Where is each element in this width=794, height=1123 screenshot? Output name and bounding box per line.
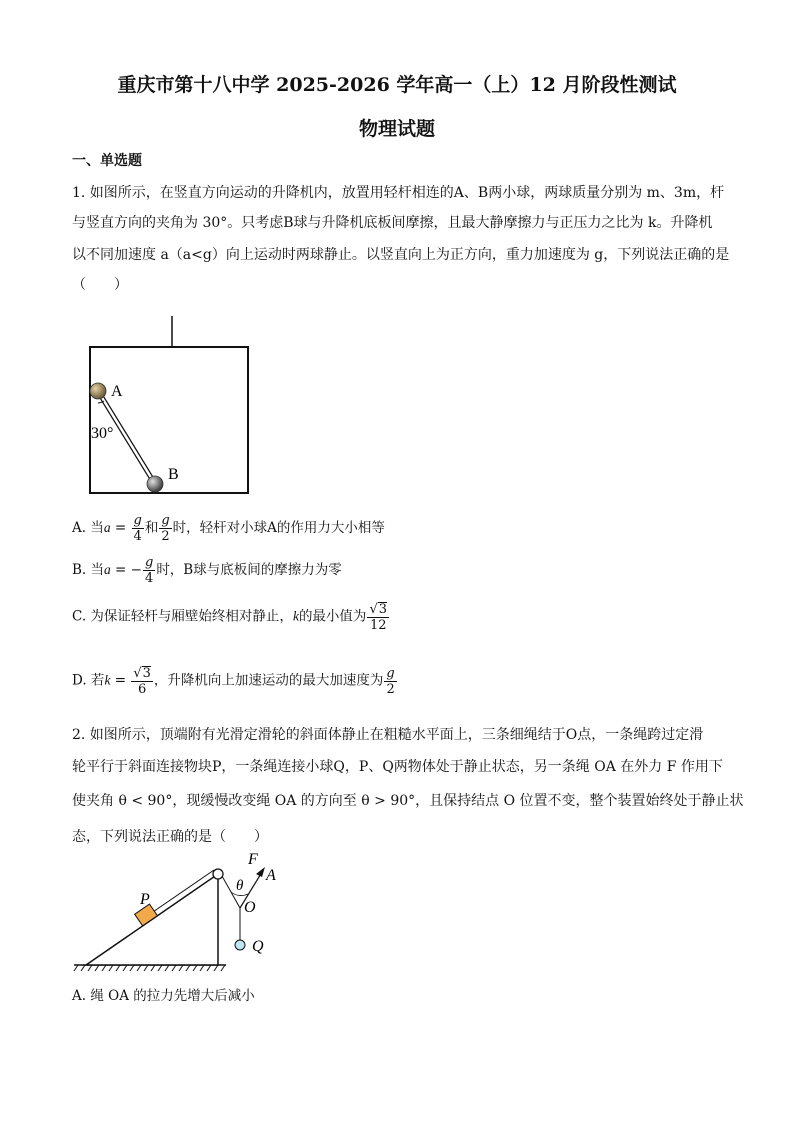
q1-elevator-figure <box>80 312 260 498</box>
fraction-numerator: √3 <box>133 666 151 681</box>
option-d-fraction-2 <box>384 667 396 696</box>
fraction-numerator: √3 <box>369 602 388 617</box>
label-theta: θ <box>236 878 244 894</box>
q2-line-1: 2. 如图所示，顶端附有光滑定滑轮的斜面体静止在粗糙水平面上，三条细绳结于O点，一条绳跨过定滑 <box>72 727 704 743</box>
fraction-denominator: 4 <box>145 571 154 586</box>
q2-line-3: 使夹角 θ < 90°，现缓慢改变绳 OA 的方向至 θ > 90°，且保持结点 O 位置不变，整个装置始终处于静止状 <box>72 793 744 809</box>
ball-b-label: B <box>168 466 179 483</box>
fraction-numerator: g <box>161 513 170 528</box>
ball-q <box>235 940 245 950</box>
fraction-denominator: 2 <box>386 681 395 697</box>
fraction-numerator: g <box>144 555 154 570</box>
angle-label: 30° <box>91 425 114 442</box>
label-a: A <box>266 867 276 884</box>
option-a-text: 时，轻杆对小球A的作用力大小相等 <box>172 520 385 536</box>
option-c-text: 的最小值为 <box>298 608 367 625</box>
option-b-text: 时，B球与底板间的摩擦力为零 <box>156 562 342 578</box>
option-a-eq: = <box>110 520 131 536</box>
option-b-prefix: B. 当 <box>72 562 105 578</box>
label-o: O <box>244 899 256 916</box>
q1-line-4: （ ） <box>72 277 128 293</box>
ground-hatching <box>74 965 225 971</box>
fraction-denominator: 2 <box>161 529 170 544</box>
page-title: 重庆市第十八中学 2025-2026 学年高一（上）12 月阶段性测试 <box>117 74 677 96</box>
label-q: Q <box>252 938 264 955</box>
fraction-numerator: g <box>386 665 395 681</box>
q1-line-3: 以不同加速度 a（a<g）向上运动时两球静止。以竖直向上为正方向，重力加速度为 g，下列说法正确的是 <box>72 247 730 263</box>
fraction-numerator: g <box>133 513 142 528</box>
label-p: P <box>140 891 150 908</box>
force-arrowhead <box>256 867 265 877</box>
option-d-fraction-1 <box>131 666 153 696</box>
ball-a-label: A <box>111 383 123 400</box>
option-c-prefix: C. 为保证轻杆与厢壁始终相对静止， <box>72 608 293 625</box>
pulley <box>213 869 223 879</box>
option-a-var: a <box>103 520 111 535</box>
q2-incline-figure <box>70 848 290 974</box>
option-c-fraction <box>367 602 389 632</box>
label-f: F <box>248 851 258 868</box>
q1-option-c[interactable] <box>72 602 390 632</box>
q1-option-b[interactable] <box>72 556 342 585</box>
option-a-fraction-2 <box>159 514 171 543</box>
page-subtitle: 物理试题 <box>358 118 435 140</box>
option-c-var: k <box>292 608 299 624</box>
option-b-fraction <box>143 556 155 585</box>
q2-line-4: 态，下列说法正确的是（ ） <box>72 829 268 845</box>
option-a-fraction-1 <box>132 514 144 543</box>
ball-a <box>90 383 106 399</box>
fraction-denominator: 12 <box>369 618 387 633</box>
q2-option-a[interactable]: A. 绳 OA 的拉力先增大后减小 <box>72 988 255 1004</box>
option-d-prefix: D. 若 <box>72 672 105 689</box>
option-d-eq: = <box>110 672 131 689</box>
sqrt-radicand: 3 <box>142 666 151 681</box>
option-b-eq: = − <box>110 562 142 578</box>
q1-line-1: 1. 如图所示，在竖直方向运动的升降机内，放置用轻杆相连的A、B两小球，两球质量分别为 m、3m，杆 <box>72 185 725 201</box>
option-d-var: k <box>104 672 111 688</box>
option-a-prefix: A. 当 <box>72 520 104 536</box>
fraction-denominator: 6 <box>137 682 147 697</box>
option-b-var: a <box>104 562 111 577</box>
option-a-and: 和 <box>144 520 159 536</box>
option-d-text: ，升降机向上加速运动的最大加速度为 <box>153 672 384 689</box>
q1-option-d[interactable] <box>72 666 398 696</box>
ball-b <box>147 476 163 492</box>
q1-option-a[interactable] <box>72 514 385 543</box>
section-heading: 一、单选题 <box>72 153 142 169</box>
fraction-denominator: 4 <box>133 529 142 544</box>
sqrt-radicand: 3 <box>378 602 388 617</box>
q2-line-2: 轮平行于斜面连接物块P，一条绳连接小球Q，P、Q两物体处于静止状态，另一条绳 OA 在外力 F 作用下 <box>72 759 723 775</box>
q1-line-2: 与竖直方向的夹角为 30°。只考虑B球与升降机底板间摩擦，且最大静摩擦力与正压力之比为 k。升降机 <box>72 215 713 231</box>
